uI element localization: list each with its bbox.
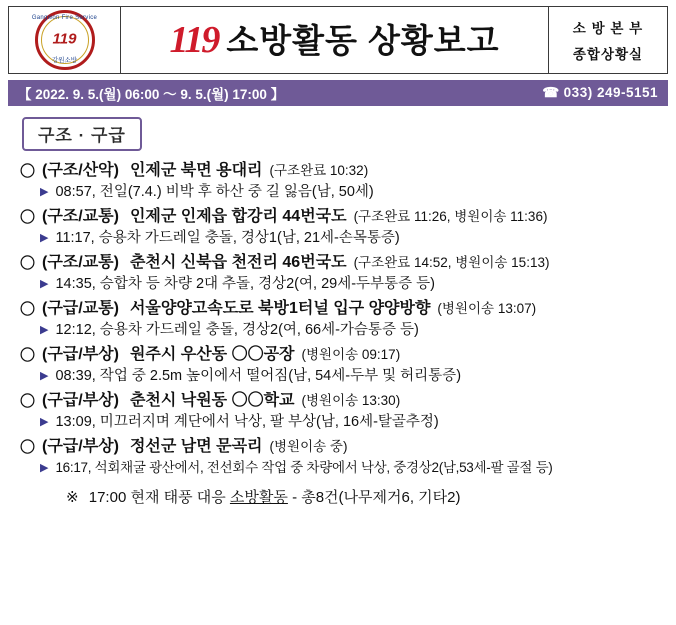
incident-status: (구조완료 14:52, 병원이송 15:13) (353, 254, 550, 270)
triangle-bullet-icon: ▶ (40, 232, 49, 245)
circle-bullet-icon: 〇 (20, 392, 36, 410)
footnote-time: 17:00 (88, 489, 127, 507)
footnote-text-after: - 총8건(나무제거6, 기타2) (292, 489, 461, 507)
triangle-bullet-icon: ▶ (40, 324, 49, 336)
triangle-bullet-icon: ▶ (40, 461, 49, 474)
footnote (8, 486, 668, 507)
incident-location: 인제군 인제읍 합강리 44번국도 (129, 207, 347, 225)
period-bar (8, 80, 668, 106)
asterisk-icon: ※ (66, 489, 79, 507)
list-item (20, 159, 668, 204)
section-title: 구조 · 구급 (22, 117, 142, 151)
logo-119: 119 (169, 19, 219, 61)
incident-detail-row (20, 366, 668, 388)
circle-bullet-icon: 〇 (20, 254, 36, 272)
report-title-block (121, 7, 549, 73)
incident-location: 춘천시 신북읍 천전리 46번국도 (129, 253, 347, 271)
incident-status: (병원이송 중) (269, 438, 348, 454)
incident-location: 서울양양고속도로 북방1터널 입구 양양방향 (129, 299, 431, 317)
circle-bullet-icon: 〇 (20, 438, 36, 456)
incident-headline (20, 205, 668, 228)
phone-number: 033) 249-5151 (563, 85, 658, 100)
issuing-office (549, 7, 667, 73)
contact-info (542, 85, 658, 101)
incident-headline (20, 343, 668, 366)
incident-status: (병원이송 13:07) (437, 300, 537, 316)
incident-headline (20, 297, 668, 320)
list-item (20, 251, 668, 296)
incident-detail: 13:09, 미끄러지며 계단에서 낙상, 팔 부상(남, 16세-탈골추정) (55, 413, 439, 430)
incident-category: (구급/교통) (42, 299, 119, 317)
incident-detail: 12:12, 승용차 가드레일 충돌, 경상2(여, 66세-가슴통증 등) (55, 322, 419, 338)
agency-emblem (9, 7, 121, 73)
incident-status: (병원이송 13:30) (301, 392, 401, 408)
incident-status: (구조완료 10:32) (269, 163, 369, 178)
incident-detail-row (20, 320, 668, 342)
incident-detail-row (20, 182, 668, 204)
incident-detail: 11:17, 승용차 가드레일 충돌, 경상1(남, 21세-손목통증) (55, 230, 400, 247)
incident-headline (20, 159, 668, 182)
incident-category: (구조/교통) (42, 207, 119, 225)
incident-location: 정선군 남면 문곡리 (129, 437, 263, 455)
emblem-bottom-text: 강원소방 (51, 57, 78, 64)
triangle-bullet-icon: ▶ (40, 369, 49, 382)
incident-headline (20, 251, 668, 274)
circle-bullet-icon: 〇 (20, 346, 36, 364)
office-line-1: 소 방 본 부 (572, 21, 644, 36)
page-title: 소방활동 상황보고 (226, 21, 500, 59)
incident-status: (구조완료 11:26, 병원이송 11:36) (353, 208, 548, 224)
incident-detail-row (20, 228, 668, 250)
circle-bullet-icon: 〇 (20, 300, 36, 318)
incident-category: (구조/산악) (42, 162, 119, 179)
emblem-top-text: Gangwon Fire Service (31, 15, 98, 21)
office-line-2: 종합상황실 (572, 47, 644, 62)
incident-category: (구조/교통) (42, 253, 119, 271)
incident-detail-row (20, 412, 668, 434)
footnote-underlined-text: 소방활동 (229, 489, 288, 507)
circle-bullet-icon: 〇 (20, 208, 36, 226)
incident-detail: 08:57, 전일(7.4.) 비박 후 하산 중 길 잃음(남, 50세) (55, 184, 374, 201)
triangle-bullet-icon: ▶ (40, 278, 49, 291)
report-period: 【 2022. 9. 5.(월) 06:00 ～ 9. 5.(월) 17:00 】 (18, 87, 285, 102)
incident-category: (구급/부상) (42, 391, 119, 409)
list-item (20, 297, 668, 342)
incident-location: 원주시 우산동 〇〇공장 (129, 345, 295, 363)
incident-location: 인제군 북면 용대리 (129, 162, 263, 179)
list-item (20, 205, 668, 250)
section-header (8, 117, 668, 151)
triangle-bullet-icon: ▶ (40, 186, 49, 199)
incident-detail: 08:39, 작업 중 2.5m 높이에서 떨어짐(남, 54세-두부 및 허리통증) (55, 367, 462, 384)
incident-headline (20, 389, 668, 412)
incident-category: (구급/부상) (42, 437, 119, 455)
triangle-bullet-icon: ▶ (40, 415, 49, 428)
incident-detail: 14:35, 승합차 등 차량 2대 추돌, 경상2(여, 29세-두부통증 등) (55, 276, 435, 293)
incident-detail-row (20, 458, 668, 478)
incident-list (8, 159, 668, 478)
incident-detail-row (20, 274, 668, 296)
circle-bullet-icon: 〇 (20, 163, 36, 180)
list-item (20, 343, 668, 388)
emblem-center-text: 119 (52, 30, 77, 48)
incident-location: 춘천시 낙원동 〇〇학교 (129, 391, 295, 409)
incident-category: (구급/부상) (42, 345, 119, 363)
footnote-text-before: 현재 태풍 대응 (130, 489, 226, 507)
report-header (8, 6, 668, 74)
list-item (20, 435, 668, 478)
incident-status: (병원이송 09:17) (301, 346, 401, 362)
incident-detail: 16:17, 석회채굴 광산에서, 전선회수 작업 중 차량에서 낙상, 중경상2(남,53세-팔 골절 등) (55, 459, 553, 475)
list-item (20, 389, 668, 434)
incident-headline (20, 435, 668, 458)
fire-service-emblem-icon (19, 12, 111, 68)
phone-icon: ☎ (542, 85, 560, 100)
